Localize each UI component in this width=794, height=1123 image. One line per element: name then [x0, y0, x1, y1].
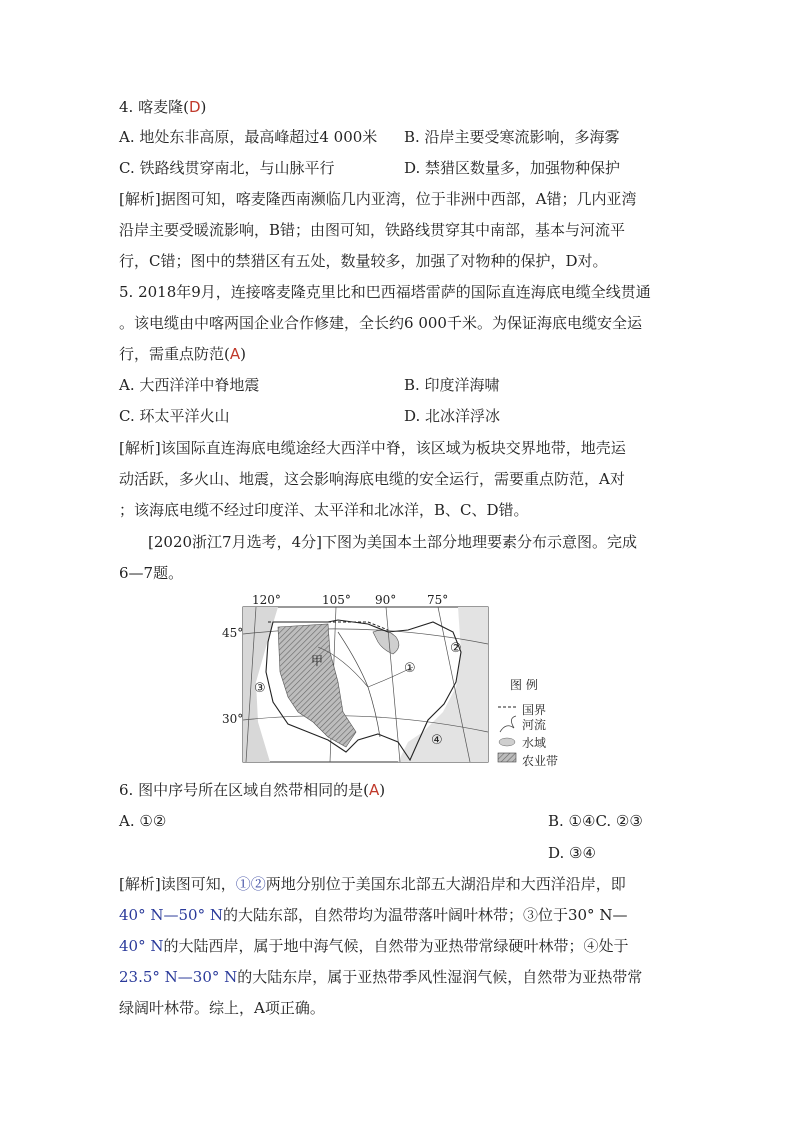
- q6-option-a: A. ①②: [119, 812, 167, 830]
- q5-stem-last: [119, 344, 246, 364]
- us-map-figure: [218, 592, 578, 772]
- marker-4: ④: [431, 733, 443, 748]
- q6-7-intro: [148, 532, 637, 552]
- analysis-highlight: 40° N—50° N: [119, 906, 223, 924]
- legend-agri-symbol: [498, 753, 516, 762]
- analysis-highlight: 40° N: [119, 937, 164, 955]
- q6-analysis-line: [119, 905, 627, 925]
- q4-option-b: B. 沿岸主要受寒流影响，多海雾: [404, 128, 620, 146]
- lat-label: 45°: [222, 626, 244, 640]
- q4-stem: [119, 97, 206, 117]
- q5-option-d: D. 北冰洋浮冰: [404, 407, 501, 425]
- q5-stem-text: 行，需重点防范(: [119, 345, 230, 363]
- region-jia-label: 甲: [311, 654, 324, 668]
- q4-analysis-line: [解析]据图可知，喀麦隆西南濒临几内亚湾，位于非洲中西部，A错；几内亚湾: [119, 190, 637, 208]
- marker-1: ①: [404, 661, 416, 676]
- lon-label: 105°: [322, 593, 351, 607]
- q5-stem-close: ): [240, 345, 246, 363]
- marker-2: ②: [450, 641, 462, 656]
- q5-stem-line: 。该电缆由中喀两国企业合作修建，全长约6 000千米。为保证海底电缆安全运: [119, 314, 642, 332]
- legend-label: 河流: [522, 718, 547, 732]
- legend-label: 国界: [522, 703, 547, 717]
- marker-3: ③: [254, 681, 266, 696]
- q5-analysis-line: 动活跃，多火山、地震，这会影响海底电缆的安全运行，需要重点防范，A对: [119, 470, 625, 488]
- q5-option-c: C. 环太平洋火山: [119, 407, 230, 425]
- analysis-highlight: 23.5° N—30° N: [119, 968, 238, 986]
- legend-title: 图 例: [510, 678, 538, 692]
- q4-option-a: A. 地处东非高原，最高峰超过4 000米: [119, 128, 378, 146]
- q6-option-d: D. ③④: [548, 844, 596, 862]
- q4-analysis-line: 沿岸主要受暖流影响，B错；由图可知，铁路线贯穿其中南部，基本与河流平: [119, 221, 626, 239]
- analysis-highlight: ①②: [235, 875, 266, 893]
- legend-label: 水域: [522, 736, 547, 750]
- q6-stem-text: 6. 图中序号所在区域自然带相同的是(: [119, 781, 369, 799]
- legend-river-symbol: [500, 716, 516, 732]
- q4-stem-text: 4. 喀麦隆(: [119, 98, 189, 116]
- analysis-text: 的大陆东岸，属于亚热带季风性湿润气候，自然带为亚热带常: [237, 968, 643, 986]
- intro-source: [2020浙江7月选考，4分]: [148, 533, 322, 551]
- q5-option-b: B. 印度洋海啸: [404, 376, 500, 394]
- analysis-text: 的大陆东部，自然带均为温带落叶阔叶林带；③位于30° N—: [222, 906, 628, 924]
- q6-stem-close: ): [379, 781, 386, 799]
- lon-label: 75°: [427, 593, 449, 607]
- q5-stem-line: 5. 2018年9月，连接喀麦隆克里比和巴西福塔雷萨的国际直连海底电缆全线贯通: [119, 283, 651, 301]
- lon-label: 90°: [375, 593, 397, 607]
- q5-option-a: A. 大西洋洋中脊地震: [119, 376, 260, 394]
- q4-stem-close: ): [200, 98, 207, 116]
- q4-option-c: C. 铁路线贯穿南北，与山脉平行: [119, 159, 335, 177]
- legend-water-symbol: [499, 738, 515, 746]
- q5-analysis-line: ；该海底电缆不经过印度洋、太平洋和北冰洋，B、C、D错。: [119, 501, 529, 519]
- q4-answer: D: [188, 98, 201, 116]
- q6-answer: A: [368, 781, 380, 799]
- q4-option-d: D. 禁猎区数量多，加强物种保护: [404, 159, 621, 177]
- q5-analysis-line: [解析]该国际直连海底电缆途经大西洋中脊，该区域为板块交界地带，地壳运: [119, 439, 626, 457]
- intro-range: 6—7题。: [119, 564, 184, 582]
- analysis-text: 两地分别位于美国东北部五大湖沿岸和大西洋沿岸，即: [265, 875, 626, 893]
- analysis-text: 绿阔叶林带。综上，A项正确。: [119, 999, 325, 1017]
- q6-analysis-line: [119, 874, 626, 894]
- q4-analysis-line: 行，C错；图中的禁猎区有五处，数量较多，加强了对物种的保护，D对。: [119, 252, 608, 270]
- q6-option-bc: B. ①④C. ②③: [548, 812, 643, 830]
- lon-label: 120°: [252, 593, 281, 607]
- q6-stem: [119, 780, 385, 800]
- q6-analysis-line: [119, 936, 629, 956]
- analysis-text: [解析]读图可知，: [119, 875, 236, 893]
- intro-text: 下图为美国本土部分地理要素分布示意图。完成: [321, 533, 637, 551]
- lat-label: 30°: [222, 712, 244, 726]
- analysis-text: 的大陆西岸，属于地中海气候，自然带为亚热带常绿硬叶林带；④处于: [163, 937, 629, 955]
- q6-analysis-line: [119, 998, 325, 1018]
- legend-label: 农业带: [522, 754, 559, 768]
- q5-answer: A: [229, 345, 241, 363]
- q6-analysis-line: [119, 967, 642, 987]
